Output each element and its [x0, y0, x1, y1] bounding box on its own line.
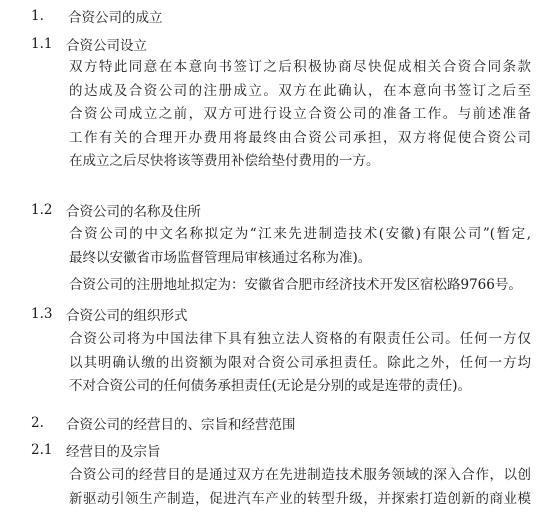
paragraph-line: 合资公司成立之前，双方可进行设立合资公司的准备工作。与前述准备	[69, 106, 531, 122]
paragraph-line: 以其明确认缴的出资额为限对合资公司承担责任。除此之外，任何一方均	[69, 354, 531, 371]
section-title: 经营目的及宗旨	[66, 444, 161, 460]
paragraph-line: 新驱动引领生产制造，促进汽车产业的转型升级，并探索打造创新的商业模	[69, 490, 531, 507]
paragraph-1-2-name	[69, 223, 531, 270]
section-title: 合资公司的名称及住所	[66, 204, 201, 220]
paragraph-1-1	[69, 56, 531, 174]
paragraph-1-3	[69, 328, 531, 399]
section-number: 1.	[31, 8, 44, 24]
section-number: 1.3	[31, 306, 53, 322]
section-title: 合资公司的成立	[68, 10, 163, 26]
paragraph-line: 双方特此同意在本意向书签订之后积极协商尽快促成相关合资合同条款	[69, 59, 531, 75]
paragraph-line: 合资公司的注册地址拟定为：安徽省合肥市经济技术开发区宿松路9766号。	[69, 277, 522, 293]
section-number: 2.1	[31, 442, 53, 458]
paragraph-line: 合资公司的经营目的是通过双方在先进制造技术服务领域的深入合作，以创	[69, 467, 531, 483]
paragraph-line: 合资公司将为中国法律下具有独立法人资格的有限责任公司。任何一方仅	[69, 331, 531, 347]
section-title: 合资公司的经营目的、宗旨和经营范围	[66, 417, 296, 433]
paragraph-line: 合资公司的中文名称拟定为“江来先进制造技术(安徽)有限公司”(暂定,	[69, 226, 531, 242]
section-title: 合资公司设立	[66, 38, 147, 54]
section-number: 1.1	[31, 36, 53, 52]
section-number: 2.	[31, 415, 44, 431]
section-title: 合资公司的组织形式	[66, 308, 188, 324]
paragraph-1-2-address	[69, 274, 531, 298]
paragraph-line: 不对合资公司的任何债务承担责任(无论是分别的或是连带的责任)。	[69, 378, 472, 394]
paragraph-line: 的达成及合资公司的注册成立。双方在此确认，在本意向书签订之后至	[69, 82, 531, 99]
paragraph-line: 最终以安徽省市场监督管理局审核通过名称为准)。	[69, 249, 372, 266]
paragraph-2-1	[69, 464, 531, 511]
paragraph-line: 在成立之后尽快将该等费用补偿给垫付费用的一方。	[69, 153, 380, 169]
section-number: 1.2	[31, 202, 53, 218]
paragraph-line: 工作有关的合理开办费用将最终由合资公司承担，双方将促使合资公司	[69, 129, 531, 146]
